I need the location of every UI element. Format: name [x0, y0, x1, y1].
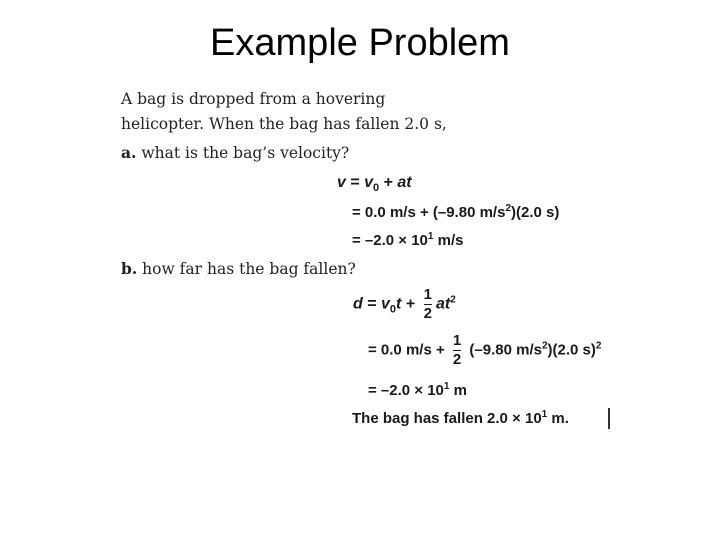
plus: + [379, 174, 398, 191]
part-b-label: b. [121, 259, 138, 278]
fraction-denominator: 2 [452, 350, 462, 368]
term-at: at [435, 295, 451, 313]
part-a-text: what is the bag’s velocity? [141, 144, 350, 162]
var-t: t [396, 295, 402, 313]
eq3-exponent: 1 [443, 381, 450, 392]
fraction-numerator: 1 [452, 332, 462, 349]
solution-b-eq3 [368, 383, 467, 398]
part-a-question [121, 145, 349, 162]
solution-a-eq2 [352, 205, 559, 220]
final-exponent: 1 [541, 409, 548, 420]
solution-b-eq1 [353, 287, 456, 322]
fraction-denominator: 2 [423, 304, 432, 322]
equals: = [345, 174, 365, 191]
equals: = [362, 295, 382, 313]
problem-line-1: A bag is dropped from a hovering [121, 90, 386, 108]
eq2-time-exponent: 2 [595, 340, 602, 352]
eq2-accel: (–9.80 m/s [465, 341, 542, 359]
eq2-time: )(2.0 s) [547, 341, 596, 359]
final-answer [352, 411, 569, 426]
eq3-main: = –2.0 × 10 [368, 382, 444, 399]
part-b-text: how far has the bag fallen? [142, 260, 356, 278]
eq3-unit: m [449, 382, 467, 399]
var-v0: v [364, 174, 374, 191]
eq2-lead: = 0.0 m/s + [368, 341, 449, 359]
solution-a-eq3 [352, 233, 463, 248]
eq3-main: = –2.0 × 10 [352, 232, 428, 249]
final-unit: m. [547, 410, 569, 427]
final-value: 2.0 × 10 [487, 410, 542, 427]
eq3-exponent: 1 [427, 231, 434, 242]
eq2-exponent: 2 [541, 340, 548, 352]
var-v0: v [381, 295, 390, 313]
fraction-half [453, 333, 461, 368]
part-a-label: a. [121, 143, 137, 162]
eq2-main: = 0.0 m/s + (–9.80 m/s [352, 204, 506, 221]
solution-b-eq2 [368, 333, 601, 368]
solution-a-eq1 [337, 174, 412, 194]
plus: + [401, 295, 420, 313]
subscript-0: 0 [389, 303, 397, 316]
subscript-0: 0 [373, 182, 380, 194]
part-b-question [121, 261, 356, 278]
final-text: The bag has fallen [352, 410, 488, 427]
fraction-numerator: 1 [423, 286, 432, 303]
text-cursor [608, 408, 610, 429]
var-d: d [353, 295, 363, 313]
exponent-2: 2 [450, 294, 456, 306]
eq2-tail: )(2.0 s) [511, 204, 560, 221]
eq2-exponent: 2 [505, 203, 511, 214]
term-at: at [397, 174, 412, 191]
problem-line-2: helicopter. When the bag has fallen 2.0 s, [121, 115, 447, 133]
var-v: v [337, 174, 346, 191]
slide-title: Example Problem [210, 22, 510, 64]
fraction-half [424, 287, 432, 322]
eq3-unit: m/s [433, 232, 464, 249]
